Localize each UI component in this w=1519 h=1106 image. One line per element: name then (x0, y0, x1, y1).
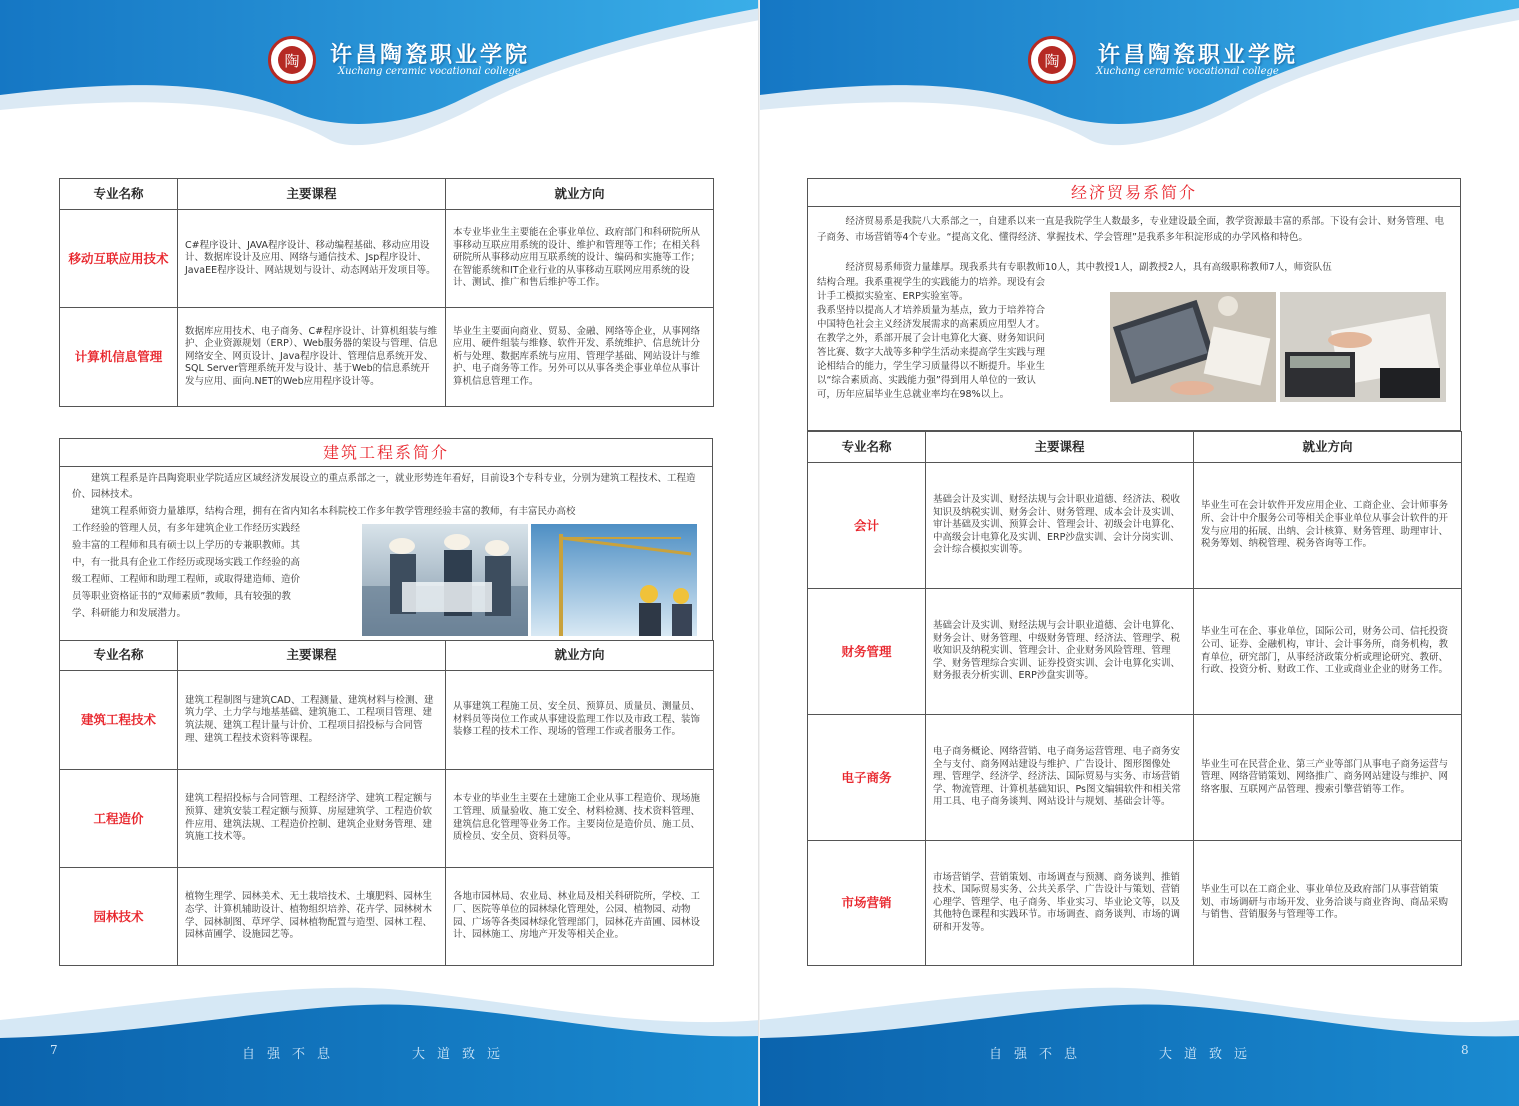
major-name: 园林技术 (60, 868, 178, 966)
major-name: 计算机信息管理 (60, 308, 178, 407)
major-name: 会计 (808, 463, 926, 589)
construction-majors-table (59, 640, 714, 966)
major-jobs: 从事建筑工程施工员、安全员、预算员、质量员、测量员、材料员等岗位工作或从事建设监理工作以及市政工程、装饰装修工程的技术工作、现场的管理工作或者服务工作。 (446, 671, 714, 770)
section-line: 验丰富的工程师和具有硕士以上学历的专兼职教师。其 (72, 540, 301, 551)
header-jobs: 就业方向 (446, 179, 714, 210)
page-number: 8 (1461, 1043, 1469, 1057)
major-courses: 基础会计及实训、财经法规与会计职业道德、会计电算化、财务会计、财务管理、中级财务管理、经济法、管理学、税收知识及纳税实训、管理会计、企业财务风险管理、管理学、财务管理综合实训、证券投资实训、会计电算化实训、财务报表分析实训、ERP沙盘实训等。 (926, 589, 1194, 715)
section-title: 经济贸易系简介 (808, 179, 1460, 207)
school-logo: 陶 (1028, 36, 1076, 84)
major-jobs: 各地市园林局、农业局、林业局及相关科研院所，学校、工厂、医院等单位的园林绿化管理处，公园、植物园、动物园、广场等各类园林绿化管理部门，园林花卉苗圃、园林设计、园林施工、房地产开发等相关企业。 (446, 868, 714, 966)
section-line: 在教学之外，系部开展了会计电算化大赛、财务知识问 (817, 333, 1046, 344)
section-line: 以“综合素质高、实践能力强”得到用人单位的一致认 (817, 375, 1036, 386)
footer-wave-decoration (0, 980, 760, 1106)
section-line: 结构合理。我系重视学生的实践能力的培养。现设有会 (817, 277, 1046, 288)
major-jobs: 毕业生可在会计软件开发应用企业、工商企业、会计师事务所、会计中介服务公司等相关企事业单位从事会计软件的开发与应用的拓展、出纳、会计核算、财务管理、助理审计、税务筹划、纳税管理、税务咨询等工作。 (1194, 463, 1462, 589)
motto-right: 大道致远 (412, 1047, 513, 1062)
table-row (60, 770, 714, 868)
major-name: 电子商务 (808, 715, 926, 841)
major-courses: 电子商务概论、网络营销、电子商务运营管理、电子商务安全与支付、商务网站建设与维护、广告设计、图形图像处理、管理学、经济学、经济法、国际贸易与实务、市场营销学、物流管理、计算机基础知识、Ps图文编辑软件和相关常用工具、电子商务谈判、网站设计与规划、基础会计等。 (926, 715, 1194, 841)
section-line: 计手工模拟实验室、ERP实验室等。 (817, 291, 969, 302)
engineers-photo (362, 524, 528, 636)
section-intro: 经济贸易系是我院八大系部之一，自建系以来一直是我院学生人数最多，专业建设最全面，教学资源最丰富的系部。下设有会计、财务管理、电子商务、市场营销等4个专业。“提高文化、懂得经济、掌握技术、学会管理”是我系多年积淀形成的办学风格和特色。 (817, 216, 1445, 243)
section-line: 学、科研能力和发展潜力。 (72, 608, 187, 619)
major-courses: 建筑工程招投标与合同管理、工程经济学、建筑工程定额与预算、建筑安装工程定额与预算、房屋建筑学、工程造价软件应用、建筑法规、工程造价控制、建筑企业财务管理、建筑施工技术等。 (178, 770, 446, 868)
footer-wave-decoration (760, 980, 1519, 1106)
major-jobs: 毕业生可在企、事业单位，国际公司，财务公司、信托投资公司、证券、金融机构，审计、会计事务所，商务机构，教育单位，研究部门，从事经济政策分析或理论研究、教研、行政、投资分析、财政工作、工业或商业企业的财务工作。 (1194, 589, 1462, 715)
header-courses: 主要课程 (178, 641, 446, 671)
section-line: 工作经验的管理人员，有多年建筑企业工作经历实践经 (72, 523, 301, 534)
header-wave-decoration (0, 0, 760, 190)
major-courses: 建筑工程制图与建筑CAD、工程测量、建筑材料与检测、建筑力学、土力学与地基基础、建筑施工、工程项目管理、建筑法规、建筑工程计量与计价、工程项目招投标与合同管理、建筑工程技术资料等课程。 (178, 671, 446, 770)
section-line: 经济贸易系师资力量雄厚。现我系共有专职教师10人，其中教授1人，副教授2人，具有高级职称教师7人，师资队伍 (845, 262, 1332, 273)
header-major: 专业名称 (60, 641, 178, 671)
section-line: 中，有一批具有企业工作经历或现场实践工作经验的高 (72, 557, 301, 568)
major-name: 移动互联应用技术 (60, 210, 178, 308)
school-name-en: Xuchang ceramic vocational college (1096, 66, 1279, 77)
section-title: 建筑工程系简介 (60, 439, 712, 467)
laptop-photo (1110, 292, 1276, 402)
page-number: 7 (50, 1043, 58, 1057)
table-row (808, 463, 1462, 589)
header-courses: 主要课程 (926, 432, 1194, 463)
section-line: 论相结合的能力，学生学习质量得以不断提升。毕业生 (817, 361, 1046, 372)
major-jobs: 毕业生可在民营企业、第三产业等部门从事电子商务运营与管理、网络营销策划、网络推广、商务网站建设与维护、网络客服、互联网产品管理、搜索引擎营销等工作。 (1194, 715, 1462, 841)
table-row (60, 308, 714, 407)
school-name-en: Xuchang ceramic vocational college (338, 66, 521, 77)
major-jobs: 毕业生主要面向商业、贸易、金融、网络等企业，从事网络应用、硬件组装与维修、软件开发、系统维护、信息统计分析与处理、数据库系统与应用、管理学基础、网站设计与维护、电子商务等工作。另外可以从事各类企事业单位从事计算机信息管理工作。 (446, 308, 714, 407)
major-jobs: 毕业生可以在工商企业、事业单位及政府部门从事营销策划、市场调研与市场开发、业务洽谈与商业咨询、商品采购与销售、营销服务与管理等工作。 (1194, 841, 1462, 966)
header-jobs: 就业方向 (1194, 432, 1462, 463)
economics-majors-table (807, 431, 1462, 966)
table-row (808, 841, 1462, 966)
major-courses: C#程序设计、JAVA程序设计、移动编程基础、移动应用设计、数据库设计及应用、网络与通信技术、Jsp程序设计、JavaEE程序设计、网站规划与设计、动态网站开发项目等。 (178, 210, 446, 308)
crane-photo (531, 524, 697, 636)
major-name: 财务管理 (808, 589, 926, 715)
major-jobs: 本专业毕业生主要能在企事业单位、政府部门和科研院所从事移动互联应用系统的设计、维护和管理等工作；在相关科研院所从事移动应用互联系统的设计、编码和实施等工作；在智能系统和IT企业行业的从事移动互联网应用系统的设计、测试、推广和售后维护等工作。 (446, 210, 714, 308)
header-major: 专业名称 (808, 432, 926, 463)
motto-right: 大道致远 (1159, 1047, 1260, 1062)
major-jobs: 本专业的毕业生主要在土建施工企业从事工程造价、现场施工管理、质量验收、施工安全、材料检测、技术资料管理、建筑信息化管理等业务工作。主要岗位是造价员、施工员、质检员、安全员、资料员等。 (446, 770, 714, 868)
major-courses: 市场营销学、营销策划、市场调查与预测、商务谈判、推销技术、国际贸易实务、公共关系学、广告设计与策划、营销心理学、管理学、电子商务、毕业实习、毕业论文等，以及其他特色课程和实践环节。市场调查、商务谈判、市场的调研和开发等。 (926, 841, 1194, 966)
section-line: 答比赛、数字大战等多种学生活动来提高学生实践与理 (817, 347, 1046, 358)
header-major: 专业名称 (60, 179, 178, 210)
header-courses: 主要课程 (178, 179, 446, 210)
table-row (60, 671, 714, 770)
table-row (808, 589, 1462, 715)
section-line: 建筑工程系师资力量雄厚，结构合理，拥有在省内知名本科院校工作多年教学管理经验丰富的教师，有丰富民办高校 (91, 506, 576, 517)
school-logo: 陶 (268, 36, 316, 84)
majors-table-top (59, 178, 714, 407)
section-line: 我系坚持以提高人才培养质量为基点，致力于培养符合 (817, 305, 1046, 316)
section-line: 可，历年应届毕业生总就业率均在98%以上。 (817, 389, 1010, 400)
section-line: 员等职业资格证书的“双师素质”教师，具有较强的教 (72, 591, 291, 602)
section-line: 中国特色社会主义经济发展需求的高素质应用型人才。 (817, 319, 1046, 330)
school-name: 许昌陶瓷职业学院 (330, 42, 531, 68)
major-courses: 数据库应用技术、电子商务、C#程序设计、计算机组装与维护、企业资源规划（ERP）、Web服务器的架设与管理、信息网络安全、网页设计、Java程序设计、管理信息系统开发、SQL Server管理系统开发与设计、基于Web的信息系统开发与应用、面向.NET的Web应用程序设计等。 (178, 308, 446, 407)
table-row (60, 868, 714, 966)
major-name: 市场营销 (808, 841, 926, 966)
section-intro: 建筑工程系是许昌陶瓷职业学院适应区域经济发展设立的重点系部之一，就业形势连年看好，目前设3个专科专业，分别为建筑工程技术、工程造价、园林技术。 (72, 473, 696, 500)
section-line: 级工程师、工程师和助理工程师，或取得建造师、造价 (72, 574, 301, 585)
major-name: 建筑工程技术 (60, 671, 178, 770)
calculator-photo (1280, 292, 1446, 402)
table-row (808, 715, 1462, 841)
table-row (60, 210, 714, 308)
major-courses: 基础会计及实训、财经法规与会计职业道德、经济法、税收知识及纳税实训、财务会计、财务管理、成本会计及实训、审计基础及实训、预算会计、管理会计、初级会计电算化、中高级会计电算化及实训、ERP沙盘实训、会计分岗实训、会计综合模拟实训等。 (926, 463, 1194, 589)
school-name: 许昌陶瓷职业学院 (1098, 42, 1299, 68)
motto-left: 自强不息 (242, 1047, 343, 1062)
major-courses: 植物生理学、园林美术、无土栽培技术、土壤肥料、园林生态学、计算机辅助设计、植物组织培养、花卉学、园林树木学、园林制图、草坪学、园林植物配置与造型、园林工程、园林苗圃学、设施园艺等。 (178, 868, 446, 966)
major-name: 工程造价 (60, 770, 178, 868)
motto-left: 自强不息 (989, 1047, 1090, 1062)
right-page (760, 0, 1519, 1106)
header-wave-decoration (760, 0, 1519, 190)
header-jobs: 就业方向 (446, 641, 714, 671)
